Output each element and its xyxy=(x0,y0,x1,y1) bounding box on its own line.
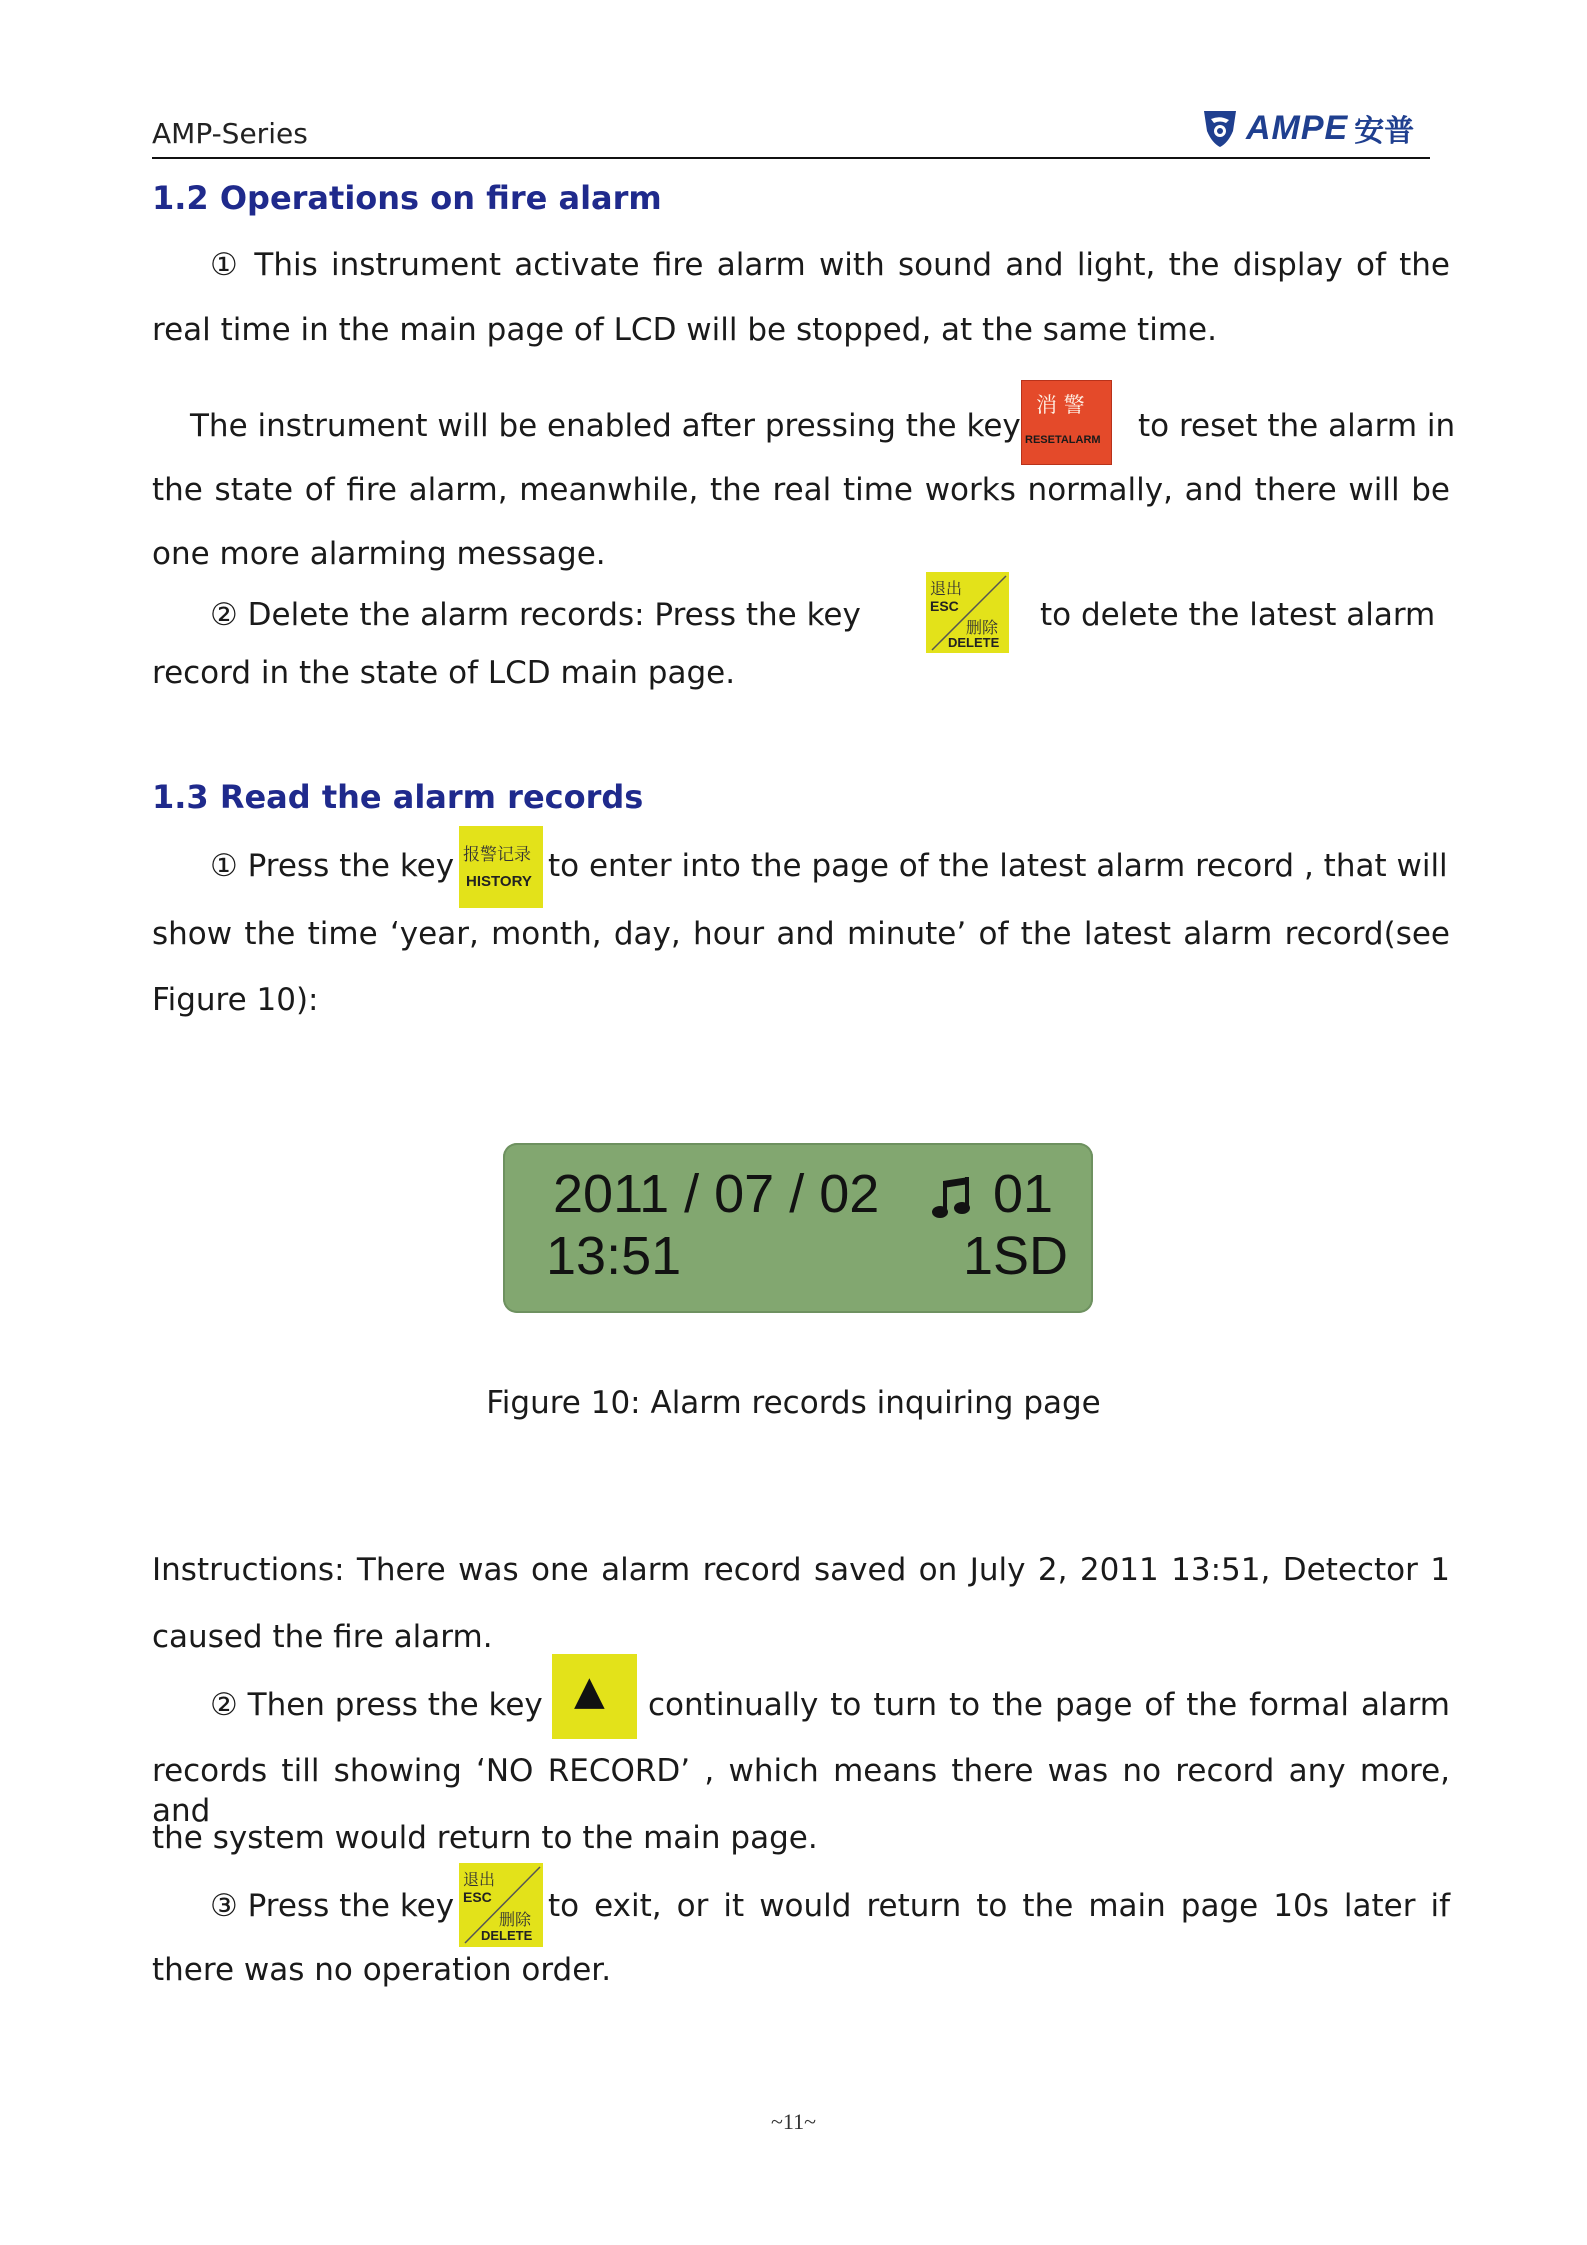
section-heading-1-2: 1.2 Operations on fire alarm xyxy=(152,179,662,217)
paragraph-line: one more alarming message. xyxy=(152,536,606,572)
logo-chinese: 安普 xyxy=(1354,114,1415,149)
paragraph-line: real time in the main page of LCD will be stopped, at the same time. xyxy=(152,312,1217,348)
shield-logo-icon xyxy=(1200,107,1240,149)
paragraph-text: ③ Press the key xyxy=(210,1888,455,1924)
figure-caption: Figure 10: Alarm records inquiring page xyxy=(486,1385,1101,1421)
header-divider xyxy=(152,157,1430,159)
lcd-record-count: 01 xyxy=(993,1164,1054,1224)
lcd-detector: 1SD xyxy=(963,1226,1069,1286)
paragraph-text: to enter into the page of the latest alarm record , that will xyxy=(548,848,1448,884)
page-number: ~11~ xyxy=(771,2109,816,2134)
paragraph-line: the system would return to the main page. xyxy=(152,1820,818,1856)
paragraph-line: caused the fire alarm. xyxy=(152,1619,493,1655)
paragraph-text: to reset the alarm in xyxy=(1138,408,1456,444)
paragraph-text: ① Press the key xyxy=(210,848,455,884)
header-series: AMP-Series xyxy=(152,117,308,150)
paragraph-line: show the time ‘year, month, day, hour and minute’ of the latest alarm record(see xyxy=(152,916,1450,952)
section-heading-1-3: 1.3 Read the alarm records xyxy=(152,778,644,816)
paragraph-line: Instructions: There was one alarm record saved on July 2, 2011 13:51, Detector 1 xyxy=(152,1552,1450,1588)
paragraph-text: continually to turn to the page of the formal alarm xyxy=(648,1687,1450,1723)
up-triangle-icon: ▲ xyxy=(574,1668,605,1714)
reset-alarm-key: 消 警 RESETALARM xyxy=(1021,380,1112,465)
music-note-icon xyxy=(931,1175,973,1221)
lcd-time: 13:51 xyxy=(546,1226,682,1286)
paragraph-line: Figure 10): xyxy=(152,982,319,1018)
history-key: 报警记录 HISTORY xyxy=(459,826,543,908)
brand-logo xyxy=(1200,106,1414,150)
esc-delete-key: 退出 ESC 删除 DELETE xyxy=(459,1863,543,1947)
paragraph-line: ① This instrument activate fire alarm with sound and light, the display of the xyxy=(210,247,1450,283)
paragraph-line: records till showing ‘NO RECORD’ , which means there was no record any more, and xyxy=(152,1753,1450,1830)
logo-text: AMPE xyxy=(1246,108,1349,147)
paragraph-line: there was no operation order. xyxy=(152,1952,612,1988)
paragraph-line: record in the state of LCD main page. xyxy=(152,655,736,691)
paragraph-text: to delete the latest alarm xyxy=(1040,597,1436,633)
up-arrow-key xyxy=(552,1654,637,1739)
paragraph-text: to exit, or it would return to the main page 10s later if xyxy=(548,1888,1450,1924)
paragraph-text: The instrument will be enabled after pressing the key xyxy=(190,408,1021,444)
paragraph-text: ② Then press the key xyxy=(210,1687,543,1723)
paragraph-text: ② Delete the alarm records: Press the key xyxy=(210,597,861,633)
lcd-display xyxy=(503,1143,1093,1313)
esc-delete-key: 退出 ESC 删除 DELETE xyxy=(926,572,1009,653)
lcd-date: 2011 / 07 / 02 xyxy=(553,1164,880,1224)
paragraph-line: the state of fire alarm, meanwhile, the real time works normally, and there will be xyxy=(152,472,1450,508)
